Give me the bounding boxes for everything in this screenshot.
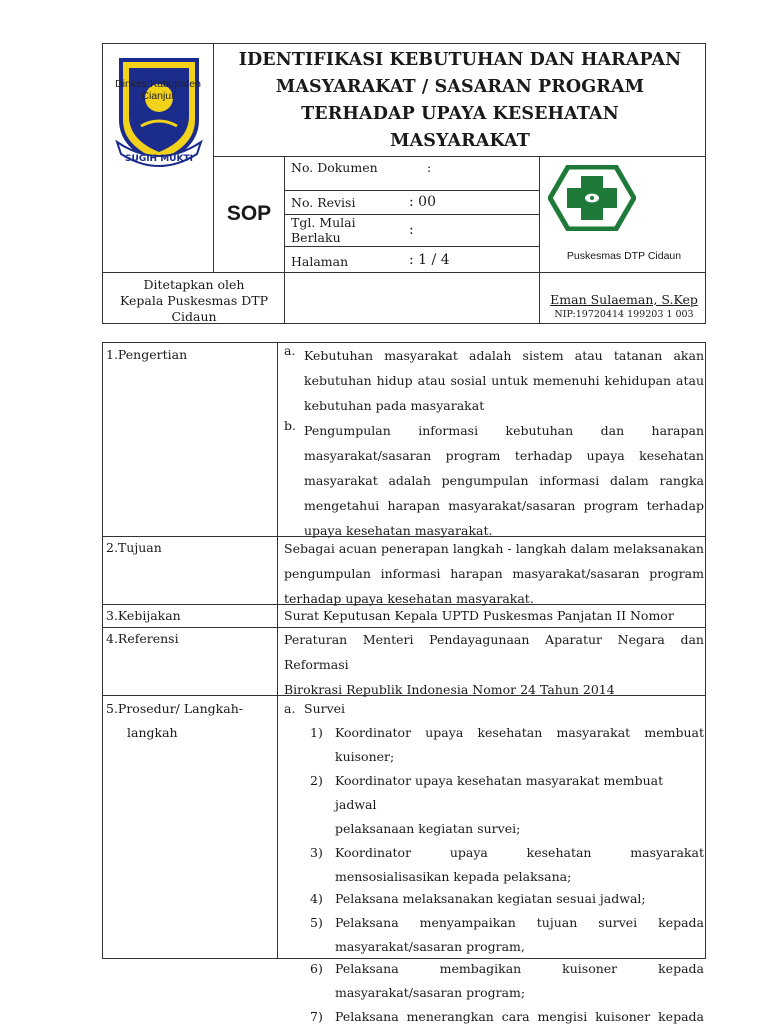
text-line: Kebutuhan masyarakat adalah sistem atau tatanan akan bbox=[304, 348, 704, 363]
step-text-line: kuisoner; bbox=[335, 749, 395, 764]
prosedur-a-title: Survei bbox=[304, 701, 346, 716]
step-text-line: Koordinator upaya kesehatan masyarakat bbox=[335, 845, 704, 860]
step-text-line: Koordinator upaya kesehatan masyarakat membuat jadwal bbox=[335, 773, 664, 812]
no-dokumen-value: : bbox=[427, 160, 432, 175]
procedure-step bbox=[284, 887, 704, 911]
referensi-content bbox=[284, 627, 704, 702]
halaman-label: Halaman bbox=[291, 254, 349, 269]
sop-content-table bbox=[102, 342, 706, 1024]
title-line: MASYARAKAT bbox=[390, 131, 530, 151]
section-label-prosedur bbox=[106, 697, 243, 745]
sop-label: SOP bbox=[226, 202, 272, 225]
cianjur-crest-icon bbox=[111, 50, 207, 172]
tgl-mulai-label-line2: Berlaku bbox=[291, 230, 341, 245]
step-text-line: mensosialisasikan kepada pelaksana; bbox=[335, 869, 572, 884]
ditetapkan-oleh bbox=[103, 277, 285, 325]
logo-banner-text: SUGIH MUKTI bbox=[125, 154, 193, 164]
prosedur-steps bbox=[284, 721, 704, 1024]
prosedur-item-a bbox=[284, 697, 704, 721]
text-line: kebutuhan pada masyarakat bbox=[304, 398, 485, 413]
pengertian-item-b bbox=[284, 418, 704, 543]
step-number: 5) bbox=[310, 915, 323, 930]
title-line: TERHADAP UPAYA KESEHATAN bbox=[301, 104, 619, 124]
text-line: mengetahui harapan masyarakat/sasaran program terhadap bbox=[304, 498, 704, 513]
step-text-line: Pelaksana membagikan kuisoner kepada bbox=[335, 961, 704, 976]
puskesmas-name: Puskesmas DTP Cidaun bbox=[566, 250, 682, 262]
procedure-step bbox=[284, 769, 704, 841]
text-line: Birokrasi Republik Indonesia Nomor 24 Tahun 2014 bbox=[284, 682, 615, 697]
section-label-referensi: 4.Referensi bbox=[106, 631, 179, 646]
prosedur-content bbox=[284, 697, 704, 1024]
step-number: 6) bbox=[310, 961, 323, 976]
no-revisi-label: No. Revisi bbox=[291, 195, 356, 210]
document-title bbox=[214, 46, 706, 156]
title-line: MASYARAKAT / SASARAN PROGRAM bbox=[275, 77, 645, 97]
list-marker: b. bbox=[284, 418, 296, 433]
step-text-line: Pelaksana menerangkan cara mengisi kuisoner kepada bbox=[335, 1009, 704, 1024]
step-number: 4) bbox=[310, 891, 323, 906]
procedure-step bbox=[284, 1005, 704, 1024]
no-dokumen-label: No. Dokumen bbox=[291, 160, 378, 175]
tgl-mulai-value: : bbox=[409, 222, 414, 238]
pengertian-item-a bbox=[284, 343, 704, 418]
step-text-line: masyarakat/sasaran program; bbox=[335, 985, 526, 1000]
step-text-line: masyarakat/sasaran program, bbox=[335, 939, 525, 954]
prosedur-label-line1: 5.Prosedur/ Langkah- bbox=[106, 701, 243, 716]
tujuan-content bbox=[284, 536, 704, 611]
text-line: Peraturan Menteri Pendayagunaan Aparatur Negara dan Reformasi bbox=[284, 632, 704, 672]
kepala-name: Eman Sulaeman, S.Kep bbox=[550, 292, 698, 307]
tgl-mulai-label bbox=[291, 215, 356, 245]
section-label-pengertian: 1.Pengertian bbox=[106, 347, 188, 362]
text-line: Pengumpulan informasi kebutuhan dan harapan bbox=[304, 423, 704, 438]
pengertian-a-text bbox=[304, 343, 704, 418]
procedure-step bbox=[284, 841, 704, 889]
puskesmas-logo-icon bbox=[548, 165, 636, 231]
no-revisi-value: : 00 bbox=[409, 194, 436, 210]
ditetapkan-line: Ditetapkan oleh bbox=[143, 277, 245, 292]
ditetapkan-line: Kepala Puskesmas DTP bbox=[119, 293, 268, 308]
step-number: 1) bbox=[310, 725, 323, 740]
pengertian-content bbox=[284, 343, 704, 543]
section-label-kebijakan: 3.Kebijakan bbox=[106, 608, 181, 623]
procedure-step bbox=[284, 721, 704, 769]
step-text-line: Pelaksana melaksanakan kegiatan sesuai jadwal; bbox=[335, 891, 646, 906]
step-text-line: Koordinator upaya kesehatan masyarakat membuat bbox=[335, 725, 704, 740]
procedure-step bbox=[284, 957, 704, 1005]
text-line: kebutuhan hidup atau sosial untuk memenuhi kehidupan atau bbox=[304, 373, 704, 388]
ditetapkan-line: Cidaun bbox=[171, 309, 217, 324]
text-line: upaya kesehatan masyarakat. bbox=[304, 523, 493, 538]
tgl-mulai-label-line1: Tgl. Mulai bbox=[291, 215, 356, 230]
step-number: 3) bbox=[310, 845, 323, 860]
procedure-step bbox=[284, 911, 704, 959]
list-marker: a. bbox=[284, 701, 296, 716]
sop-header-table bbox=[102, 43, 706, 324]
prosedur-label-line2: langkah bbox=[127, 725, 178, 740]
text-line: Sebagai acuan penerapan langkah - langkah dalam melaksanakan bbox=[284, 541, 704, 556]
text-line: masyarakat/sasaran program terhadap upaya kesehatan bbox=[304, 448, 704, 463]
list-marker: a. bbox=[284, 343, 296, 358]
title-line: IDENTIFIKASI KEBUTUHAN DAN HARAPAN bbox=[238, 50, 682, 70]
section-label-tujuan: 2.Tujuan bbox=[106, 540, 162, 555]
step-text-line: Pelaksana menyampaikan tujuan survei kepada bbox=[335, 915, 704, 930]
pengertian-b-text bbox=[304, 418, 704, 543]
text-line: masyarakat adalah pengumpulan informasi dalam rangka bbox=[304, 473, 704, 488]
text-line: terhadap upaya kesehatan masyarakat. bbox=[284, 591, 534, 606]
kabupaten-logo bbox=[103, 44, 213, 272]
step-number: 7) bbox=[310, 1009, 323, 1024]
kebijakan-content: Surat Keputusan Kepala UPTD Puskesmas Panjatan II Nomor bbox=[284, 608, 674, 623]
step-text-line: pelaksanaan kegiatan survei; bbox=[335, 821, 521, 836]
step-number: 2) bbox=[310, 773, 323, 788]
logo-caption: Dinkes Kabupaten Cianjur bbox=[115, 78, 201, 102]
halaman-value: : 1 / 4 bbox=[409, 252, 450, 268]
kepala-nip: NIP:19720414 199203 1 003 bbox=[554, 309, 694, 320]
text-line: pengumpulan informasi harapan masyarakat/sasaran program bbox=[284, 566, 704, 581]
